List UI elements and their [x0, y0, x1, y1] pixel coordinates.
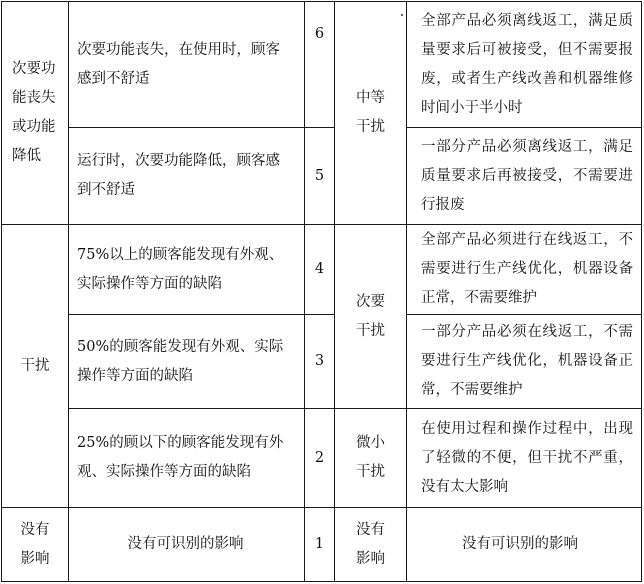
table-row	[2, 409, 642, 508]
cell-text: 次要功能丧失或功能降低	[12, 61, 56, 164]
cell-text: 次要干扰	[356, 293, 385, 339]
table-row	[2, 128, 642, 225]
cell-text: 干扰	[20, 357, 50, 374]
table-row	[2, 225, 642, 315]
manufacturing-effect-cell	[335, 2, 407, 225]
cell-text: 50%的顾客能发现有外观、实际操作等方面的缺陷	[77, 338, 284, 384]
cell-text: 没有可识别的影响	[127, 536, 244, 552]
manufacturing-effect-cell	[335, 225, 407, 409]
table-row	[2, 2, 642, 128]
cell-text: 2	[314, 449, 325, 466]
effect-category-cell	[2, 225, 69, 508]
criterion-cell	[407, 225, 642, 315]
rank-cell	[305, 409, 335, 508]
table-row	[2, 508, 642, 582]
cell-text: 3	[314, 353, 325, 369]
customer-effect-cell	[69, 2, 305, 128]
table-row	[2, 315, 642, 409]
rank-cell	[305, 2, 335, 128]
criterion-cell	[407, 409, 642, 508]
cell-text: 没有影响	[20, 521, 50, 567]
customer-effect-cell	[69, 128, 305, 225]
cell-text: 运行时，次要功能降低，顾客感到不舒适	[77, 153, 280, 198]
cell-text: 一部分产品必须在线返工，不需要进行生产线优化，机器设备正常，不需要维护	[421, 324, 633, 398]
cell-text: 没有影响	[356, 521, 385, 567]
manufacturing-effect-cell	[335, 508, 407, 582]
rank-cell	[305, 508, 335, 582]
cell-text: 全部产品必须进行在线返工，不需要进行生产线优化，机器设备正常，不需要维护	[421, 232, 633, 306]
manufacturing-effect-cell	[335, 409, 407, 508]
scan-speck	[401, 14, 403, 16]
cell-text: 6	[314, 26, 325, 42]
criterion-cell	[407, 2, 642, 128]
cell-text: 没有可识别的影响	[462, 536, 578, 552]
customer-effect-cell	[69, 315, 305, 409]
severity-rating-table	[1, 1, 642, 582]
cell-text: 次要功能丧失，在使用时，顾客感到不舒适	[77, 41, 280, 87]
cell-text: 1	[314, 536, 325, 552]
customer-effect-cell	[69, 225, 305, 315]
cell-text: 75%以上的顾客能发现有外观、实际操作等方面的缺陷	[77, 246, 284, 292]
rank-cell	[305, 315, 335, 409]
cell-text: 全部产品必须离线返工，满足质量要求后可被接受，但不需要报废，或者生产线改善和机器维修时间小于半小时	[421, 12, 633, 116]
cell-text: 在使用过程和操作过程中，出现了轻微的不便，但干扰不严重，没有太大影响	[421, 420, 633, 495]
criterion-cell	[407, 128, 642, 225]
effect-category-cell	[2, 2, 69, 225]
cell-text: 4	[314, 261, 325, 277]
cell-text: 一部分产品必须离线返工，满足质量要求后再被接受，不需要进行报废	[421, 138, 633, 213]
criterion-cell	[407, 315, 642, 409]
customer-effect-cell	[69, 508, 305, 582]
cell-text: 5	[314, 167, 325, 184]
cell-text: 中等干扰	[356, 90, 385, 135]
rank-cell	[305, 225, 335, 315]
criterion-cell	[407, 508, 642, 582]
cell-text: 微小干扰	[356, 435, 385, 480]
cell-text: 25%的顾以下的顾客能发现有外观、实际操作等方面的缺陷	[77, 435, 284, 480]
customer-effect-cell	[69, 409, 305, 508]
effect-category-cell	[2, 508, 69, 582]
rank-cell	[305, 128, 335, 225]
